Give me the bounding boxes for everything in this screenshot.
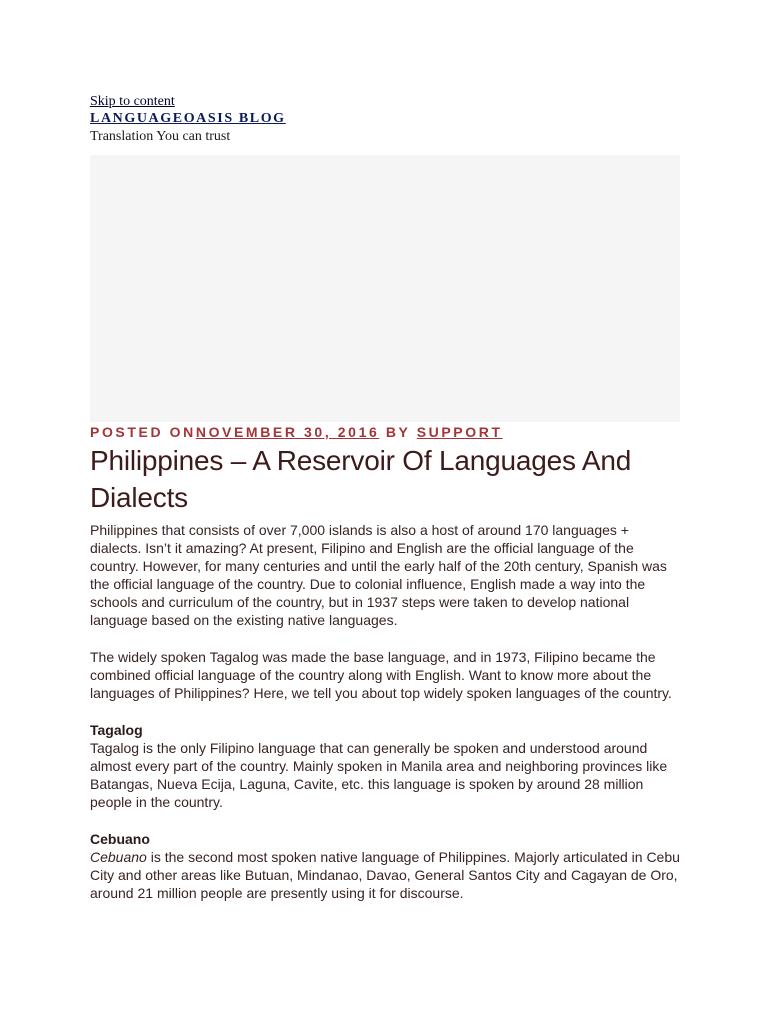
section-heading-cebuano: Cebuano [90, 831, 150, 847]
skip-to-content-link[interactable]: Skip to content [90, 94, 175, 109]
page [90, 93, 682, 921]
section-heading-tagalog: Tagalog [90, 722, 143, 738]
section-text-cebuano [90, 848, 682, 902]
post-body [90, 521, 682, 902]
post-meta [90, 423, 682, 441]
section-text-tagalog: Tagalog is the only Filipino language that can generally be spoken and understood around almost every part of the country. Mainly spoken in Manila area and neighboring provinces like Batangas, Nueva Ecija, Laguna, Cavite, etc. this language is spoken by around 28 million people in the country. [90, 740, 668, 810]
intro-paragraph-1: Philippines that consists of over 7,000 islands is also a host of around 170 languages + dialects. Isn’t it amazing? At present, Filipino and English are the official language of the country. However, for many centuries and until the early half of the 20th century, Spanish was the official language of the country. Due to colonial influence, English made a way into the schools and curriculum of the country, but in 1937 steps were taken to develop national language based on the existing native languages. [90, 522, 667, 628]
featured-image-placeholder [90, 155, 680, 422]
intro-paragraph-2: The widely spoken Tagalog was made the base language, and in 1973, Filipino became the combined official language of the country along with English. Want to know more about the languages of Philippines? Here, we tell you about top widely spoken languages of the country. [90, 649, 672, 701]
site-tagline: Translation You can trust [90, 129, 231, 144]
site-title-link[interactable]: LANGUAGEOASIS BLOG [90, 111, 286, 126]
post-title: Philippines – A Reservoir Of Languages And Dialects [90, 445, 632, 513]
author-link[interactable]: SUPPORT [416, 424, 503, 440]
cebuano-text-rest: is the second most spoken native language of Philippines. Majorly articulated in Cebu City and other areas like Butuan, Mindanao, Davao, General Santos City and Cagayan de Oro, around 21 million people are presently using it for discourse. [90, 849, 680, 901]
by-label: BY [379, 424, 417, 440]
post-date-link[interactable]: NOVEMBER 30, 2016 [195, 424, 380, 440]
posted-on-label: POSTED ON [90, 424, 196, 440]
cebuano-italic-lead: Cebuano [90, 849, 147, 865]
